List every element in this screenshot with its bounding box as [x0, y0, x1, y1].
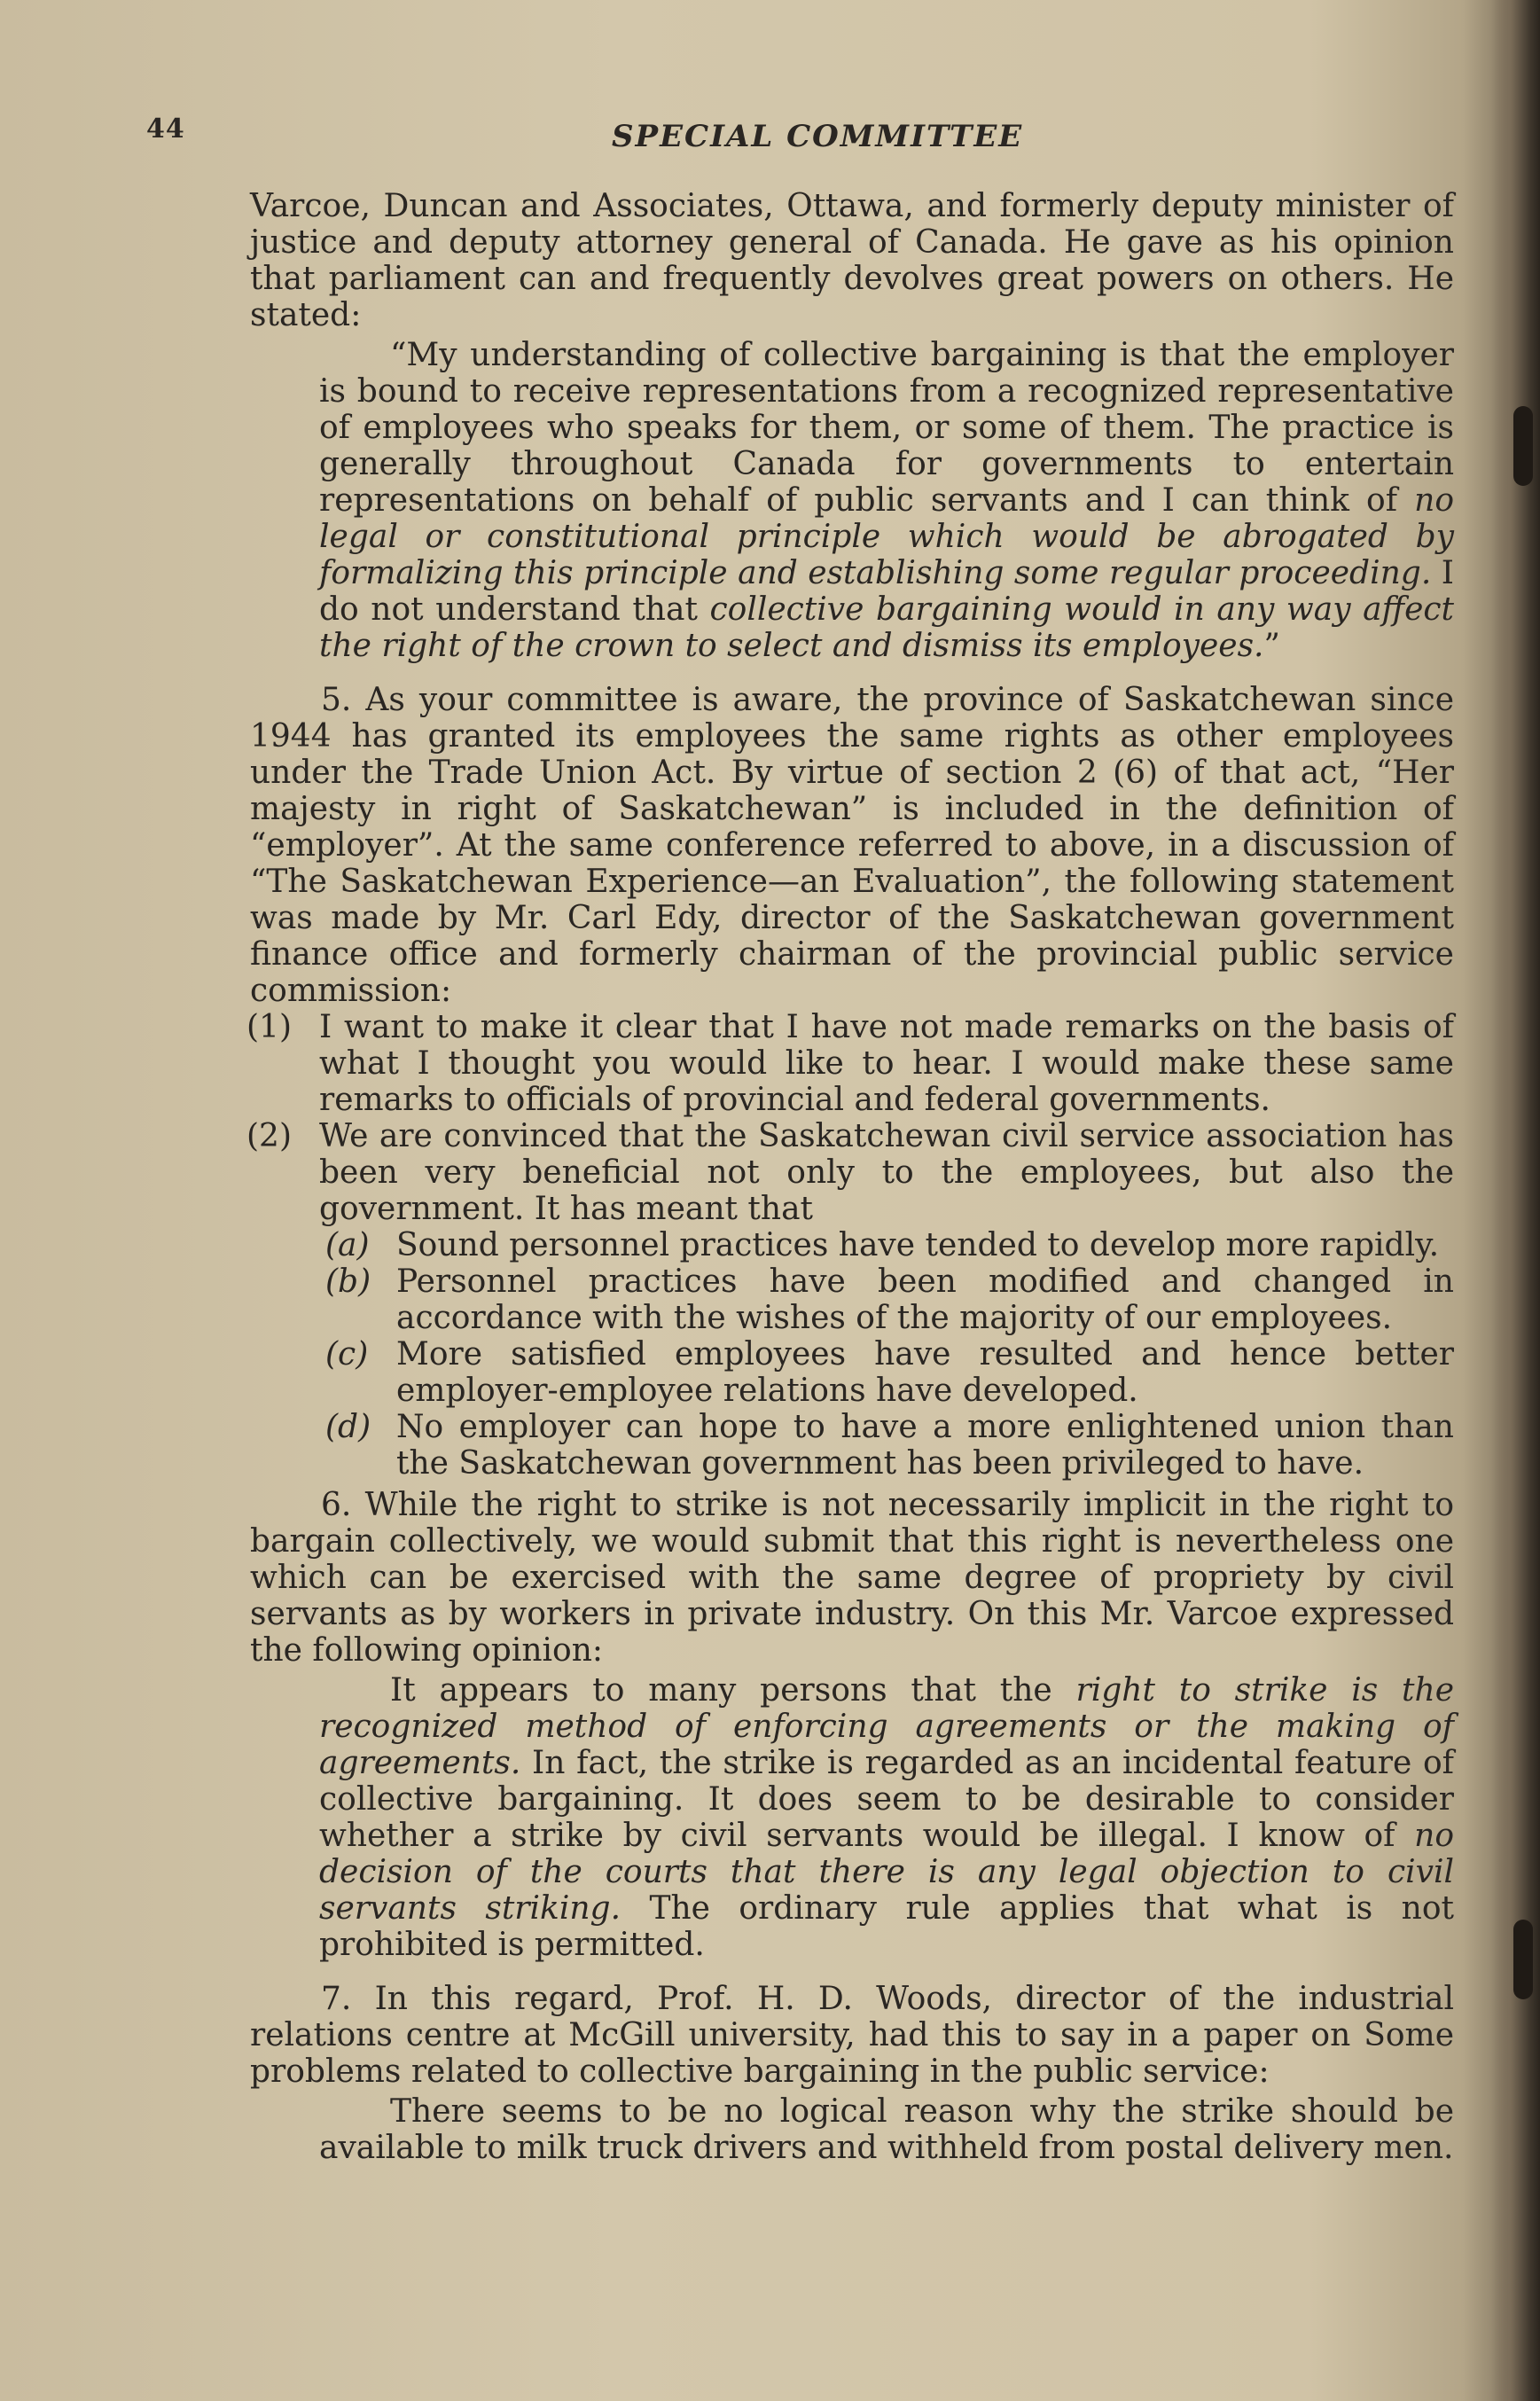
- numbered-list: [246, 1009, 1454, 1227]
- page-number: 44: [146, 113, 185, 145]
- quote-text: I do not understand that: [319, 555, 1454, 628]
- list-text: No employer can hope to have a more enlightened union than the Saskatchewan government has been privileged to have.: [396, 1409, 1454, 1482]
- list-letter: (d): [325, 1409, 371, 1445]
- list-text: More satisfied employees have resulted and hence better employer-employee relations have developed.: [396, 1336, 1454, 1409]
- paragraph-intro: Varcoe, Duncan and Associates, Ottawa, and formerly deputy minister of justice and deputy attorney general of Canada. He gave as his opinion that parliament can and frequently devolves great powers on others. He stated:: [250, 188, 1454, 333]
- blockquote-varcoe-2: [319, 1672, 1454, 1963]
- quote-emphasis: collective bargaining would in any way affect the right of the crown to select and dismiss its employees.: [319, 591, 1455, 664]
- list-item: [325, 1409, 1454, 1482]
- blockquote-varcoe-1: [319, 337, 1454, 664]
- quote-emphasis: no legal or constitutional principle which would be abrogated by formalizing this principle and establishing some regular proceeding.: [319, 482, 1454, 591]
- quote-text: It appears to many persons that the: [390, 1672, 1076, 1709]
- book-spine-shadow: [1491, 0, 1540, 2401]
- quote-text: The ordinary rule applies that what is not prohibited is permitted.: [319, 1890, 1454, 1963]
- list-item: [246, 1009, 1454, 1118]
- list-letter: (a): [325, 1227, 370, 1263]
- list-text: I want to make it clear that I have not made remarks on the basis of what I thought you would like to hear. I would make these same remarks to officials of provincial and federal governments.: [319, 1009, 1454, 1118]
- list-letter: (c): [325, 1336, 369, 1373]
- blockquote-woods: There seems to be no logical reason why the strike should be available to milk truck drivers and withheld from postal delivery men.: [319, 2093, 1454, 2166]
- binding-tab: [1513, 406, 1533, 486]
- binding-tab: [1513, 1920, 1533, 1999]
- lettered-sublist: [325, 1227, 1454, 1482]
- running-head: SPECIAL COMMITTEE: [612, 119, 1024, 154]
- list-number: (1): [246, 1009, 292, 1045]
- list-letter: (b): [325, 1263, 371, 1300]
- list-text: Sound personnel practices have tended to develop more rapidly.: [396, 1227, 1440, 1263]
- paragraph-7: 7. In this regard, Prof. H. D. Woods, director of the industrial relations centre at McGill university, had this to say in a paper on Some problems related to collective bargaining in the public service:: [250, 1981, 1454, 2090]
- list-number: (2): [246, 1118, 292, 1154]
- list-item: [325, 1263, 1454, 1336]
- quote-emphasis: right to strike is the recognized method of enforcing agreements or the making of agreements.: [319, 1672, 1455, 1781]
- quote-text: In fact, the strike is regarded as an incidental feature of collective bargaining. It does seem to be desirable to consider whether a strike by civil servants would be illegal. I know of: [319, 1745, 1454, 1854]
- list-item: [325, 1336, 1454, 1409]
- quote-emphasis: no decision of the courts that there is any legal objection to civil servants striking.: [319, 1818, 1454, 1927]
- page-body: [246, 188, 1455, 2184]
- quote-text: ”: [1263, 628, 1280, 664]
- paragraph-5: 5. As your committee is aware, the province of Saskatchewan since 1944 has granted its employees the same rights as other employees under the Trade Union Act. By virtue of section 2 (6) of that act, “Her majesty in right of Saskatchewan” is included in the definition of “employer”. At the same conference referred to above, in a discussion of “The Saskatchewan Experience—an Evaluation”, the following statement was made by Mr. Carl Edy, director of the Saskatchewan government finance office and formerly chairman of the provincial public service commission:: [250, 682, 1454, 1009]
- list-text: Personnel practices have been modified and changed in accordance with the wishes of the majority of our employees.: [396, 1263, 1454, 1336]
- paragraph-6: 6. While the right to strike is not necessarily implicit in the right to bargain collectively, we would submit that this right is nevertheless one which can be exercised with the same degree of propriety by civil servants as by workers in private industry. On this Mr. Varcoe expressed the following opinion:: [250, 1487, 1454, 1669]
- list-text: We are convinced that the Saskatchewan civil service association has been very beneficial not only to the employees, but also the government. It has meant that: [319, 1118, 1454, 1227]
- list-item: [325, 1227, 1454, 1263]
- list-item: [246, 1118, 1454, 1227]
- quote-text: “My understanding of collective bargaining is that the employer is bound to receive representations from a recognized representative of employees who speaks for them, or some of them. The practice is generally throughout Canada for governments to entertain representations on behalf of public servants and I can think of: [319, 337, 1454, 519]
